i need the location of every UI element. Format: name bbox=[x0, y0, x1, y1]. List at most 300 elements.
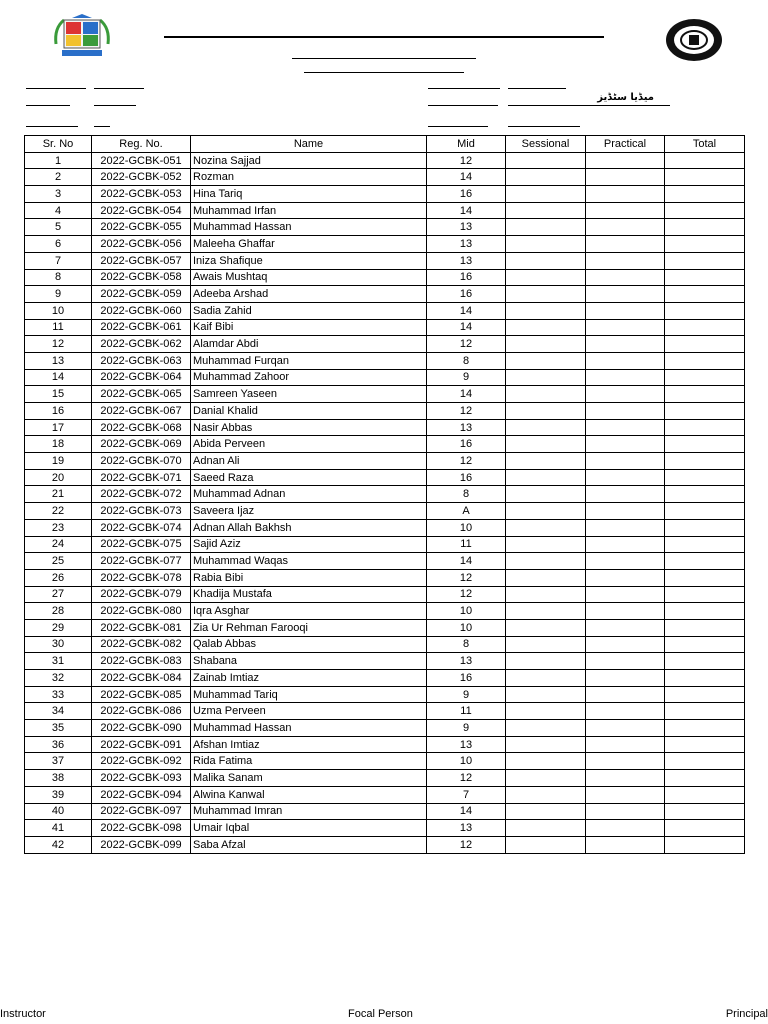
cell-practical bbox=[586, 269, 665, 286]
cell-sr-no: 8 bbox=[25, 269, 92, 286]
cell-sessional bbox=[506, 686, 586, 703]
table-row bbox=[25, 369, 745, 386]
cell-mid: 16 bbox=[427, 269, 506, 286]
cell-sr-no: 24 bbox=[25, 536, 92, 553]
cell-mid: 13 bbox=[427, 219, 506, 236]
cell-name: Zia Ur Rehman Farooqi bbox=[191, 619, 427, 636]
field-line bbox=[94, 126, 110, 127]
cell-mid: 12 bbox=[427, 569, 506, 586]
cell-total bbox=[665, 686, 745, 703]
cell-total bbox=[665, 269, 745, 286]
cell-practical bbox=[586, 786, 665, 803]
cell-name: Muhammad Irfan bbox=[191, 202, 427, 219]
cell-sessional bbox=[506, 720, 586, 737]
cell-sessional bbox=[506, 536, 586, 553]
cell-sessional bbox=[506, 770, 586, 787]
cell-mid: 12 bbox=[427, 336, 506, 353]
cell-sessional bbox=[506, 252, 586, 269]
cell-name: Awais Mushtaq bbox=[191, 269, 427, 286]
field-line bbox=[26, 88, 86, 89]
cell-name: Iniza Shafique bbox=[191, 252, 427, 269]
cell-sr-no: 33 bbox=[25, 686, 92, 703]
cell-reg-no: 2022-GCBK-093 bbox=[92, 770, 191, 787]
table-row bbox=[25, 436, 745, 453]
cell-sessional bbox=[506, 436, 586, 453]
cell-total bbox=[665, 736, 745, 753]
cell-mid: 9 bbox=[427, 686, 506, 703]
cell-name: Saveera Ijaz bbox=[191, 503, 427, 520]
cell-reg-no: 2022-GCBK-064 bbox=[92, 369, 191, 386]
cell-name: Saeed Raza bbox=[191, 469, 427, 486]
table-row bbox=[25, 169, 745, 186]
cell-reg-no: 2022-GCBK-062 bbox=[92, 336, 191, 353]
cell-practical bbox=[586, 553, 665, 570]
cell-total bbox=[665, 786, 745, 803]
cell-practical bbox=[586, 670, 665, 687]
subtitle-line-2 bbox=[304, 72, 464, 73]
cell-practical bbox=[586, 352, 665, 369]
cell-name: Alwina Kanwal bbox=[191, 786, 427, 803]
cell-reg-no: 2022-GCBK-060 bbox=[92, 302, 191, 319]
cell-sr-no: 17 bbox=[25, 419, 92, 436]
cell-practical bbox=[586, 219, 665, 236]
cell-reg-no: 2022-GCBK-085 bbox=[92, 686, 191, 703]
college-logo bbox=[52, 14, 112, 60]
cell-practical bbox=[586, 286, 665, 303]
cell-practical bbox=[586, 186, 665, 203]
cell-mid: 11 bbox=[427, 703, 506, 720]
cell-reg-no: 2022-GCBK-055 bbox=[92, 219, 191, 236]
cell-reg-no: 2022-GCBK-091 bbox=[92, 736, 191, 753]
table-row bbox=[25, 469, 745, 486]
cell-total bbox=[665, 436, 745, 453]
cell-sessional bbox=[506, 569, 586, 586]
cell-mid: 16 bbox=[427, 286, 506, 303]
cell-sessional bbox=[506, 736, 586, 753]
cell-name: Muhammad Furqan bbox=[191, 352, 427, 369]
cell-practical bbox=[586, 453, 665, 470]
cell-sessional bbox=[506, 586, 586, 603]
cell-reg-no: 2022-GCBK-057 bbox=[92, 252, 191, 269]
cell-practical bbox=[586, 686, 665, 703]
cell-sr-no: 22 bbox=[25, 503, 92, 520]
table-row bbox=[25, 152, 745, 169]
cell-sessional bbox=[506, 453, 586, 470]
cell-reg-no: 2022-GCBK-075 bbox=[92, 536, 191, 553]
table-row bbox=[25, 386, 745, 403]
field-line bbox=[428, 88, 500, 89]
subtitle-line-1 bbox=[292, 58, 476, 59]
field-line bbox=[26, 126, 78, 127]
cell-sessional bbox=[506, 302, 586, 319]
cell-name: Zainab Imtiaz bbox=[191, 670, 427, 687]
cell-sr-no: 31 bbox=[25, 653, 92, 670]
cell-practical bbox=[586, 770, 665, 787]
cell-sr-no: 10 bbox=[25, 302, 92, 319]
cell-practical bbox=[586, 436, 665, 453]
cell-total bbox=[665, 486, 745, 503]
header-practical: Practical bbox=[586, 136, 665, 153]
footer-instructor: Instructor bbox=[0, 1008, 46, 1020]
cell-name: Muhammad Adnan bbox=[191, 486, 427, 503]
cell-practical bbox=[586, 653, 665, 670]
cell-reg-no: 2022-GCBK-094 bbox=[92, 786, 191, 803]
cell-name: Kaif Bibi bbox=[191, 319, 427, 336]
cell-sr-no: 25 bbox=[25, 553, 92, 570]
cell-name: Muhammad Zahoor bbox=[191, 369, 427, 386]
cell-sr-no: 13 bbox=[25, 352, 92, 369]
cell-reg-no: 2022-GCBK-065 bbox=[92, 386, 191, 403]
cell-practical bbox=[586, 720, 665, 737]
cell-total bbox=[665, 302, 745, 319]
cell-total bbox=[665, 252, 745, 269]
cell-total bbox=[665, 453, 745, 470]
cell-total bbox=[665, 419, 745, 436]
cell-total bbox=[665, 386, 745, 403]
cell-mid: 10 bbox=[427, 753, 506, 770]
cell-name: Hina Tariq bbox=[191, 186, 427, 203]
field-line bbox=[26, 105, 70, 106]
cell-reg-no: 2022-GCBK-082 bbox=[92, 636, 191, 653]
cell-total bbox=[665, 553, 745, 570]
cell-sessional bbox=[506, 670, 586, 687]
cell-mid: 13 bbox=[427, 252, 506, 269]
cell-practical bbox=[586, 603, 665, 620]
cell-name: Adnan Allah Bakhsh bbox=[191, 519, 427, 536]
cell-total bbox=[665, 569, 745, 586]
cell-name: Muhammad Hassan bbox=[191, 219, 427, 236]
cell-reg-no: 2022-GCBK-056 bbox=[92, 236, 191, 253]
cell-reg-no: 2022-GCBK-052 bbox=[92, 169, 191, 186]
cell-sr-no: 20 bbox=[25, 469, 92, 486]
cell-reg-no: 2022-GCBK-080 bbox=[92, 603, 191, 620]
cell-sr-no: 26 bbox=[25, 569, 92, 586]
cell-practical bbox=[586, 486, 665, 503]
cell-sessional bbox=[506, 419, 586, 436]
cell-name: Umair Iqbal bbox=[191, 820, 427, 837]
table-row bbox=[25, 653, 745, 670]
cell-sessional bbox=[506, 236, 586, 253]
footer-principal: Principal bbox=[725, 1008, 768, 1020]
cell-reg-no: 2022-GCBK-059 bbox=[92, 286, 191, 303]
cell-total bbox=[665, 653, 745, 670]
cell-sr-no: 15 bbox=[25, 386, 92, 403]
cell-mid: 13 bbox=[427, 736, 506, 753]
table-row bbox=[25, 419, 745, 436]
cell-sessional bbox=[506, 186, 586, 203]
cell-mid: 12 bbox=[427, 586, 506, 603]
cell-sr-no: 29 bbox=[25, 619, 92, 636]
cell-total bbox=[665, 503, 745, 520]
cell-mid: 13 bbox=[427, 419, 506, 436]
cell-total bbox=[665, 236, 745, 253]
cell-sessional bbox=[506, 386, 586, 403]
university-seal bbox=[664, 18, 724, 62]
cell-practical bbox=[586, 753, 665, 770]
cell-name: Adnan Ali bbox=[191, 453, 427, 470]
cell-practical bbox=[586, 319, 665, 336]
cell-sessional bbox=[506, 803, 586, 820]
cell-mid: 14 bbox=[427, 803, 506, 820]
table-row bbox=[25, 553, 745, 570]
cell-reg-no: 2022-GCBK-051 bbox=[92, 152, 191, 169]
cell-sessional bbox=[506, 503, 586, 520]
cell-name: Danial Khalid bbox=[191, 403, 427, 420]
cell-mid: 13 bbox=[427, 653, 506, 670]
cell-sessional bbox=[506, 636, 586, 653]
cell-sr-no: 41 bbox=[25, 820, 92, 837]
cell-total bbox=[665, 336, 745, 353]
cell-total bbox=[665, 403, 745, 420]
field-line bbox=[428, 105, 498, 106]
cell-sr-no: 1 bbox=[25, 152, 92, 169]
cell-mid: 14 bbox=[427, 202, 506, 219]
cell-sr-no: 18 bbox=[25, 436, 92, 453]
cell-total bbox=[665, 152, 745, 169]
cell-mid: 10 bbox=[427, 519, 506, 536]
cell-total bbox=[665, 169, 745, 186]
cell-total bbox=[665, 603, 745, 620]
cell-practical bbox=[586, 336, 665, 353]
cell-practical bbox=[586, 252, 665, 269]
cell-name: Malika Sanam bbox=[191, 770, 427, 787]
cell-mid: 12 bbox=[427, 403, 506, 420]
cell-practical bbox=[586, 403, 665, 420]
cell-sr-no: 19 bbox=[25, 453, 92, 470]
cell-total bbox=[665, 636, 745, 653]
cell-reg-no: 2022-GCBK-063 bbox=[92, 352, 191, 369]
cell-sessional bbox=[506, 786, 586, 803]
cell-sr-no: 3 bbox=[25, 186, 92, 203]
cell-sr-no: 32 bbox=[25, 670, 92, 687]
field-line bbox=[94, 88, 144, 89]
header-mid: Mid bbox=[427, 136, 506, 153]
cell-name: Samreen Yaseen bbox=[191, 386, 427, 403]
cell-name: Rida Fatima bbox=[191, 753, 427, 770]
cell-sessional bbox=[506, 753, 586, 770]
cell-reg-no: 2022-GCBK-079 bbox=[92, 586, 191, 603]
table-row bbox=[25, 770, 745, 787]
cell-total bbox=[665, 803, 745, 820]
table-row bbox=[25, 352, 745, 369]
header-sr-no: Sr. No bbox=[25, 136, 92, 153]
cell-mid: A bbox=[427, 503, 506, 520]
cell-sessional bbox=[506, 836, 586, 853]
cell-reg-no: 2022-GCBK-061 bbox=[92, 319, 191, 336]
cell-name: Nozina Sajjad bbox=[191, 152, 427, 169]
cell-name: Saba Afzal bbox=[191, 836, 427, 853]
cell-total bbox=[665, 469, 745, 486]
cell-practical bbox=[586, 836, 665, 853]
table-row bbox=[25, 519, 745, 536]
header-total: Total bbox=[665, 136, 745, 153]
cell-sessional bbox=[506, 336, 586, 353]
table-row bbox=[25, 252, 745, 269]
cell-sessional bbox=[506, 653, 586, 670]
table-row bbox=[25, 336, 745, 353]
cell-total bbox=[665, 186, 745, 203]
cell-sr-no: 37 bbox=[25, 753, 92, 770]
table-row bbox=[25, 619, 745, 636]
cell-reg-no: 2022-GCBK-054 bbox=[92, 202, 191, 219]
table-header-row bbox=[25, 136, 745, 153]
table-row bbox=[25, 703, 745, 720]
cell-name: Khadija Mustafa bbox=[191, 586, 427, 603]
table-body bbox=[25, 152, 745, 853]
cell-practical bbox=[586, 386, 665, 403]
header-sessional: Sessional bbox=[506, 136, 586, 153]
cell-total bbox=[665, 319, 745, 336]
cell-name: Afshan Imtiaz bbox=[191, 736, 427, 753]
cell-mid: 16 bbox=[427, 469, 506, 486]
cell-total bbox=[665, 836, 745, 853]
cell-sr-no: 16 bbox=[25, 403, 92, 420]
cell-sr-no: 5 bbox=[25, 219, 92, 236]
cell-sessional bbox=[506, 269, 586, 286]
cell-practical bbox=[586, 636, 665, 653]
cell-mid: 8 bbox=[427, 636, 506, 653]
table-row bbox=[25, 636, 745, 653]
cell-reg-no: 2022-GCBK-072 bbox=[92, 486, 191, 503]
cell-practical bbox=[586, 619, 665, 636]
table-row bbox=[25, 403, 745, 420]
cell-sessional bbox=[506, 603, 586, 620]
cell-reg-no: 2022-GCBK-067 bbox=[92, 403, 191, 420]
cell-reg-no: 2022-GCBK-090 bbox=[92, 720, 191, 737]
table-row bbox=[25, 720, 745, 737]
cell-mid: 14 bbox=[427, 169, 506, 186]
cell-reg-no: 2022-GCBK-086 bbox=[92, 703, 191, 720]
cell-practical bbox=[586, 736, 665, 753]
table-row bbox=[25, 453, 745, 470]
cell-mid: 8 bbox=[427, 486, 506, 503]
cell-practical bbox=[586, 369, 665, 386]
cell-practical bbox=[586, 569, 665, 586]
cell-mid: 7 bbox=[427, 786, 506, 803]
cell-reg-no: 2022-GCBK-099 bbox=[92, 836, 191, 853]
marks-table bbox=[24, 135, 745, 854]
table-row bbox=[25, 302, 745, 319]
table-row bbox=[25, 603, 745, 620]
table-row bbox=[25, 736, 745, 753]
cell-mid: 13 bbox=[427, 820, 506, 837]
cell-practical bbox=[586, 703, 665, 720]
table-row bbox=[25, 503, 745, 520]
cell-sessional bbox=[506, 286, 586, 303]
cell-reg-no: 2022-GCBK-077 bbox=[92, 553, 191, 570]
field-line bbox=[508, 105, 670, 106]
cell-mid: 14 bbox=[427, 302, 506, 319]
cell-name: Shabana bbox=[191, 653, 427, 670]
cell-sr-no: 38 bbox=[25, 770, 92, 787]
cell-name: Abida Perveen bbox=[191, 436, 427, 453]
cell-mid: 9 bbox=[427, 369, 506, 386]
cell-reg-no: 2022-GCBK-069 bbox=[92, 436, 191, 453]
cell-sr-no: 35 bbox=[25, 720, 92, 737]
cell-total bbox=[665, 536, 745, 553]
cell-sr-no: 11 bbox=[25, 319, 92, 336]
table-row bbox=[25, 569, 745, 586]
cell-reg-no: 2022-GCBK-053 bbox=[92, 186, 191, 203]
table-row bbox=[25, 219, 745, 236]
cell-practical bbox=[586, 169, 665, 186]
cell-sessional bbox=[506, 202, 586, 219]
table-row bbox=[25, 803, 745, 820]
cell-reg-no: 2022-GCBK-097 bbox=[92, 803, 191, 820]
header-name: Name bbox=[191, 136, 427, 153]
cell-total bbox=[665, 619, 745, 636]
cell-mid: 16 bbox=[427, 436, 506, 453]
cell-name: Alamdar Abdi bbox=[191, 336, 427, 353]
cell-total bbox=[665, 753, 745, 770]
cell-sr-no: 28 bbox=[25, 603, 92, 620]
cell-practical bbox=[586, 419, 665, 436]
table-row bbox=[25, 586, 745, 603]
cell-name: Muhammad Waqas bbox=[191, 553, 427, 570]
cell-practical bbox=[586, 302, 665, 319]
cell-sessional bbox=[506, 486, 586, 503]
field-line bbox=[508, 126, 580, 127]
cell-reg-no: 2022-GCBK-073 bbox=[92, 503, 191, 520]
cell-mid: 9 bbox=[427, 720, 506, 737]
cell-sr-no: 42 bbox=[25, 836, 92, 853]
footer-focal-person: Focal Person bbox=[348, 1008, 413, 1020]
cell-sr-no: 7 bbox=[25, 252, 92, 269]
cell-mid: 12 bbox=[427, 453, 506, 470]
cell-mid: 12 bbox=[427, 770, 506, 787]
cell-total bbox=[665, 770, 745, 787]
cell-total bbox=[665, 586, 745, 603]
cell-reg-no: 2022-GCBK-081 bbox=[92, 619, 191, 636]
cell-reg-no: 2022-GCBK-068 bbox=[92, 419, 191, 436]
cell-sessional bbox=[506, 319, 586, 336]
field-line bbox=[508, 88, 566, 89]
table-row bbox=[25, 686, 745, 703]
cell-name: Nasir Abbas bbox=[191, 419, 427, 436]
cell-total bbox=[665, 519, 745, 536]
cell-name: Qalab Abbas bbox=[191, 636, 427, 653]
cell-practical bbox=[586, 519, 665, 536]
field-line bbox=[94, 105, 136, 106]
cell-name: Rozman bbox=[191, 169, 427, 186]
cell-sr-no: 40 bbox=[25, 803, 92, 820]
cell-name: Muhammad Imran bbox=[191, 803, 427, 820]
cell-mid: 8 bbox=[427, 352, 506, 369]
table-row bbox=[25, 236, 745, 253]
cell-total bbox=[665, 720, 745, 737]
cell-sessional bbox=[506, 553, 586, 570]
cell-sr-no: 9 bbox=[25, 286, 92, 303]
header-reg-no: Reg. No. bbox=[92, 136, 191, 153]
cell-total bbox=[665, 703, 745, 720]
table-row bbox=[25, 202, 745, 219]
cell-name: Sajid Aziz bbox=[191, 536, 427, 553]
table-row bbox=[25, 286, 745, 303]
table-row bbox=[25, 186, 745, 203]
table-row bbox=[25, 269, 745, 286]
table-row bbox=[25, 536, 745, 553]
cell-reg-no: 2022-GCBK-074 bbox=[92, 519, 191, 536]
cell-reg-no: 2022-GCBK-083 bbox=[92, 653, 191, 670]
cell-reg-no: 2022-GCBK-058 bbox=[92, 269, 191, 286]
cell-reg-no: 2022-GCBK-078 bbox=[92, 569, 191, 586]
cell-mid: 14 bbox=[427, 553, 506, 570]
title-line bbox=[164, 36, 604, 38]
cell-sr-no: 27 bbox=[25, 586, 92, 603]
cell-reg-no: 2022-GCBK-070 bbox=[92, 453, 191, 470]
cell-practical bbox=[586, 152, 665, 169]
cell-sr-no: 21 bbox=[25, 486, 92, 503]
